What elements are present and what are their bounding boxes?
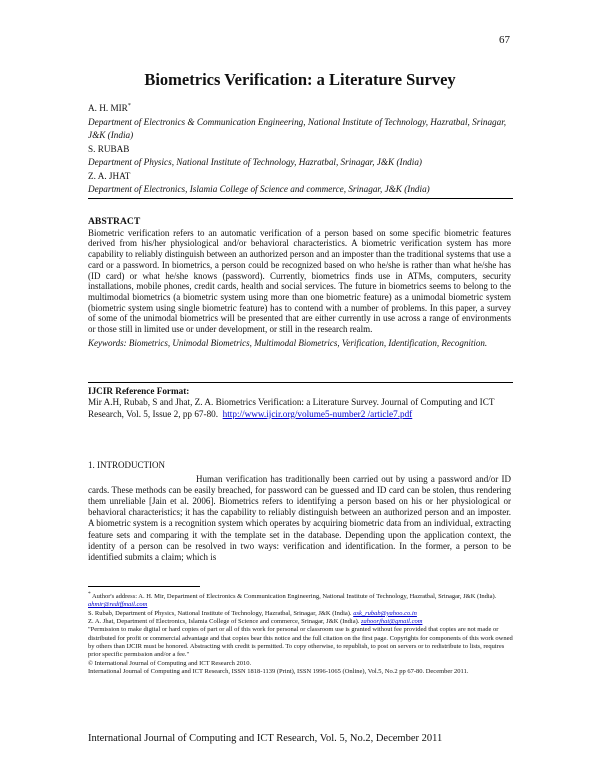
copyright-notice: © International Journal of Computing and ICT Research 2010.: [88, 659, 252, 667]
introduction-section: [88, 460, 511, 563]
reference-text: Mir A.H, Rubab, S and Jhat, Z. A. Biometrics Verification: a Literature Survey. Journal of Computing and ICT Research, Vol. 5, Issue 2, pp 67-80.: [88, 397, 495, 419]
footnote-mir: * Author's address: A. H. Mir, Department of Electronics & Communication Engineering, National Institute of Technology, Hazratbal, Srinagar, J&K (India). ahmir@rediffmail.com: [88, 591, 497, 609]
email-link[interactable]: ask_rubab@yahoo.co.in: [353, 609, 417, 617]
author-name: A. H. MIR*: [88, 103, 131, 114]
author-affiliation: Department of Physics, National Institute of Technology, Hazratbal, Srinagar, J&K (India): [88, 157, 422, 168]
email-link[interactable]: zahoorjhat@gmail.com: [361, 618, 423, 626]
author-affiliation: Department of Electronics, Islamia College of Science and commerce, Srinagar, J&K (India): [88, 184, 430, 195]
reference-heading: IJCIR Reference Format:: [88, 386, 190, 396]
footnotes: [88, 590, 513, 676]
author-name: S. RUBAB: [88, 143, 130, 154]
abstract-text: Biometric verification refers to an automatic verification of a person based on some specific biometric features derived from his/her physiological and/or behavioral characteristics. A biometric verification system has more capability to reliably distinguish between an authorized person and an imposter than the traditional systems that use a card or a password. In biometrics, a person could be recognized based on who he/she is rather than what he/she has (ID card) or what he/she knows (password). Currently, biometrics finds use in ATMs, computers, security installations, mobile phones, credit cards, health and social services. The future in biometrics seems to belong to the multimodal biometrics (a biometric system using more than one biometric feature) as a unimodal biometric system (biometric system using single biometric feature) has to contend with a number of problems. In this paper, a survey of some of the unimodal biometrics will be presented that are either currently in use across a range of environments or those still in limited use or under development, or still in the research realm.: [88, 227, 511, 335]
divider: [88, 382, 513, 383]
journal-footer: International Journal of Computing and ICT Research, Vol. 5, No.2, December 2011: [88, 733, 443, 744]
article-link[interactable]: http://www.ijcir.org/volume5-number2 /article7.pdf: [222, 408, 413, 419]
introduction-heading: 1. INTRODUCTION: [88, 460, 165, 470]
footnote-rubab: S. Rubab, Department of Physics, National Institute of Technology, Hazratbal, Srinagar, J&K (India). ask_rubab@yahoo.co.in: [88, 609, 417, 617]
footnote-jhat: Z. A. Jhat, Department of Electronics, Islamia College of Science and commerce, Srinagar, J&K (India). zahoorjhat@gmail.com: [88, 618, 423, 626]
keywords: Keywords: Biometrics, Unimodal Biometrics, Multimodal Biometrics, Verification, Identification, Recognition.: [88, 338, 488, 348]
introduction-text: Human verification has traditionally been carried out by using a password and/or ID cards. These methods can be easily breached, for password can be guessed and ID card can be stolen, thus rendering them unreliable [Jain et al. 2006]. Biometrics refers to identifying a person based on his or her physiological or behavioral characteristics; it has the capability to reliably distinguish between an authorized person and an imposter. A biometric system is a recognition system which operates by acquiring biometric data from an individual, extracting feature sets and comparing it with the template set in the database. Depending upon the application context, the identity of a person can be resolved in two ways: verification and identification. In the former, a person to be identified submits a claim; which is: [88, 474, 511, 562]
abstract-section: [88, 217, 511, 335]
page-number: 67: [499, 34, 510, 46]
reference-format: [88, 386, 518, 420]
permission-notice: "Permission to make digital or hard copies of part or all of this work for personal or classroom use is granted without fee provided that copies are not made or distributed for profit or commercial advantage and that copies bear this notice and the full citation on the first page. Copyrights for components of this work owned by others than IJCIR must be honored. Abstracting with credit is permitted. To copy otherwise, to republish, to post on servers or to redistribute to lists, requires prior specific permission and/or a fee.": [88, 626, 513, 659]
divider: [88, 198, 513, 199]
email-link[interactable]: ahmir@rediffmail.com: [88, 601, 148, 609]
author-affiliation: Department of Electronics & Communication Engineering, National Institute of Technology, Hazratbal, Srinagar, J&K (India): [88, 116, 507, 141]
issn-notice: International Journal of Computing and ICT Research, ISSN 1818-1139 (Print), ISSN 1996-1065 (Online), Vol.5, No.2 pp 67-80. December 2011.: [88, 667, 469, 675]
footnote-divider: [88, 586, 200, 587]
author-name: Z. A. JHAT: [88, 170, 131, 181]
paper-title: Biometrics Verification: a Literature Survey: [144, 70, 456, 89]
author-block: [88, 100, 523, 197]
abstract-heading: ABSTRACT: [88, 216, 141, 227]
